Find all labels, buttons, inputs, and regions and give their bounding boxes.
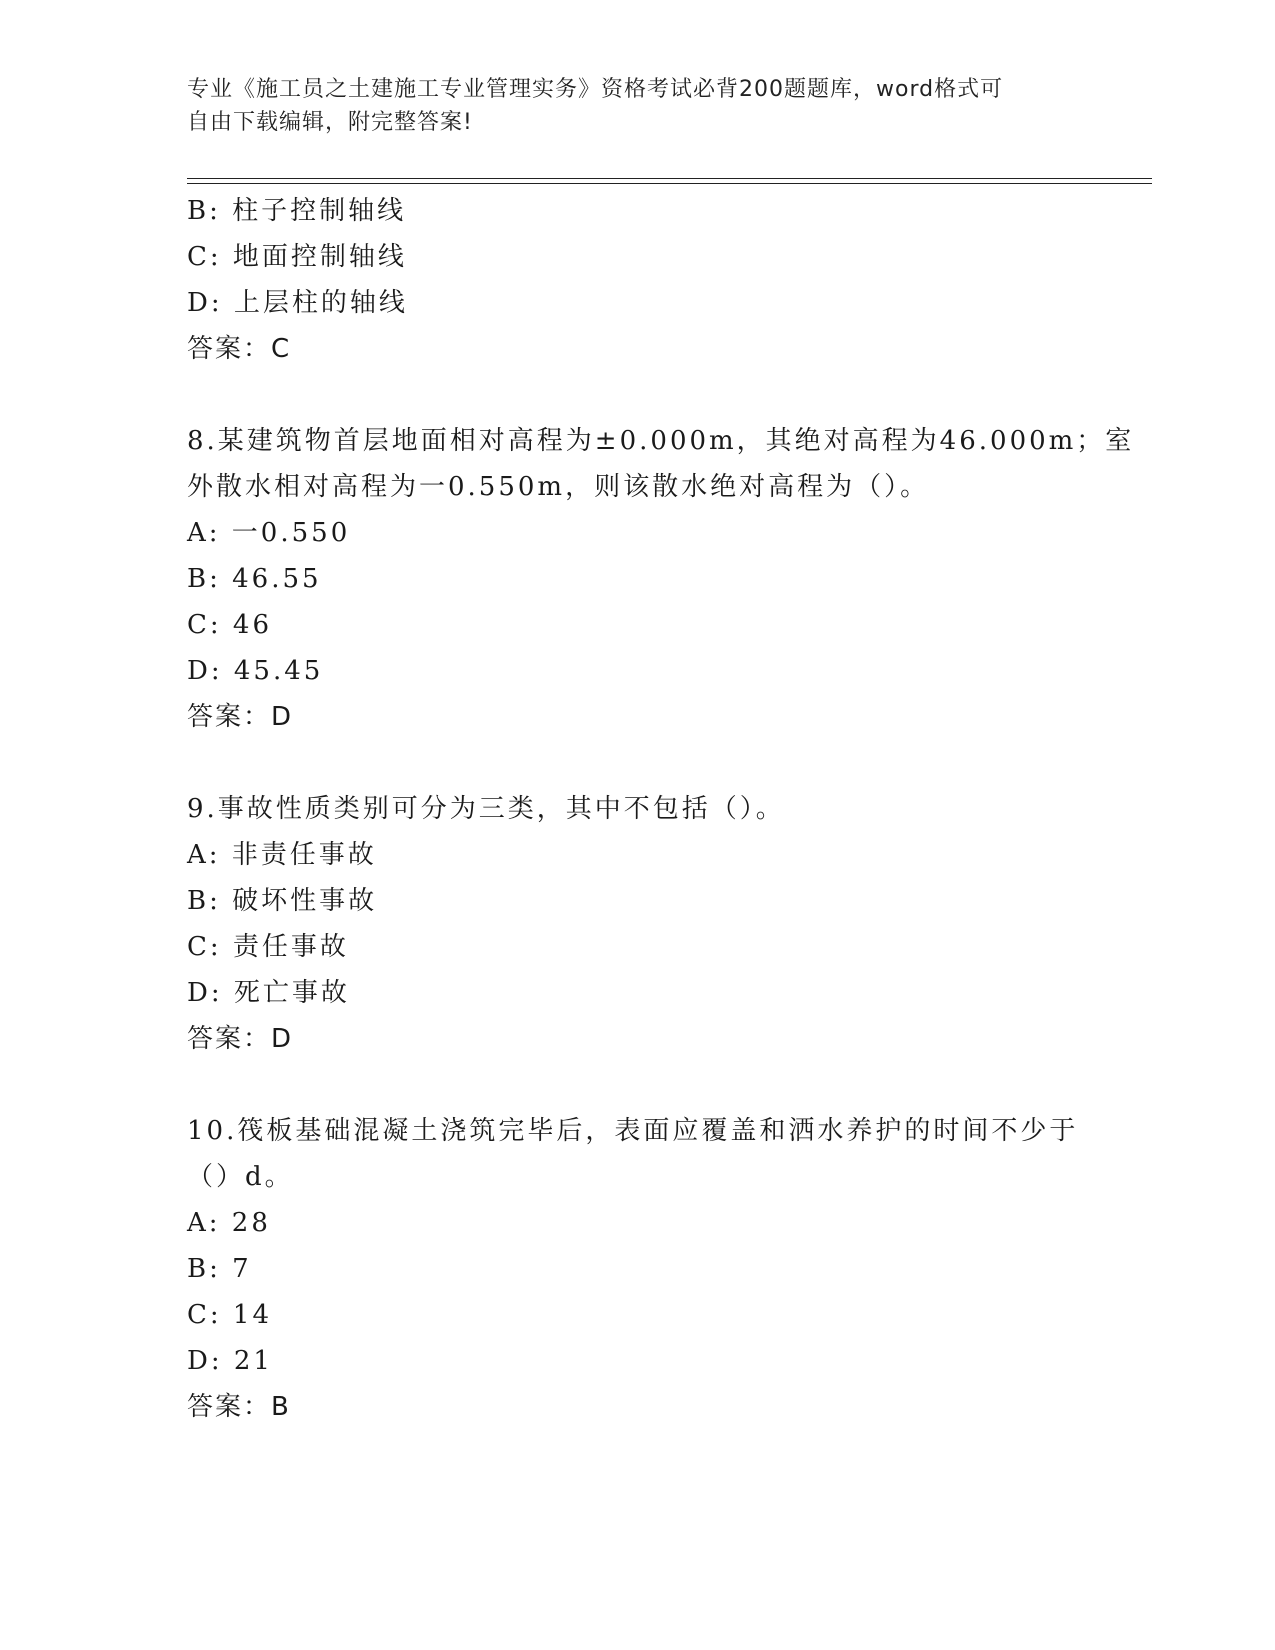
q7-option-c: C: 地面控制轴线 [187, 242, 407, 272]
q10-option-c: C: 14 [187, 1300, 273, 1330]
q9-question-line-1: 9.事故性质类别可分为三类，其中不包括（）。 [187, 794, 785, 824]
q8-option-c: C: 46 [187, 610, 273, 640]
q9-option-c: C: 责任事故 [187, 932, 349, 962]
q8-option-d: D: 45.45 [187, 656, 324, 686]
header-title-line-2: 自由下载编辑，附完整答案! [187, 110, 473, 135]
spacer [187, 740, 1087, 786]
spacer [187, 372, 1087, 418]
q8-question-line-1: 8.某建筑物首层地面相对高程为±0.000m，其绝对高程为46.000m；室 [187, 426, 1135, 456]
q9-answer: 答案：D [187, 1024, 294, 1054]
document-header [187, 73, 1087, 139]
q7-answer: 答案：C [187, 334, 292, 364]
q10-question-line-2: （）d。 [187, 1162, 294, 1192]
header-divider-bottom [187, 183, 1152, 184]
q9-option-a: A: 非责任事故 [187, 840, 377, 870]
q10-option-a: A: 28 [187, 1208, 271, 1238]
q8-option-b: B: 46.55 [187, 564, 322, 594]
q8-answer: 答案：D [187, 702, 294, 732]
q10-option-b: B: 7 [187, 1254, 252, 1284]
question-10 [187, 1108, 1087, 1430]
spacer [187, 1062, 1087, 1108]
q10-option-d: D: 21 [187, 1346, 273, 1376]
q10-answer: 答案：B [187, 1392, 291, 1422]
question-8 [187, 418, 1135, 740]
q10-question-line-1: 10.筏板基础混凝土浇筑完毕后，表面应覆盖和洒水养护的时间不少于 [187, 1116, 1079, 1146]
question-7 [187, 188, 1087, 372]
q9-option-b: B: 破坏性事故 [187, 886, 378, 916]
header-divider-top [187, 178, 1152, 179]
question-list [187, 188, 1135, 1430]
q7-option-b: B: 柱子控制轴线 [187, 196, 407, 226]
q8-question-line-2: 外散水相对高程为一0.550m，则该散水绝对高程为（）。 [187, 472, 930, 502]
q9-option-d: D: 死亡事故 [187, 978, 350, 1008]
header-title-line-1: 专业《施工员之土建施工专业管理实务》资格考试必背200题题库，word格式可 [187, 77, 1004, 102]
q8-option-a: A: 一0.550 [187, 518, 351, 548]
q7-option-d: D: 上层柱的轴线 [187, 288, 408, 318]
question-9 [187, 786, 1087, 1062]
